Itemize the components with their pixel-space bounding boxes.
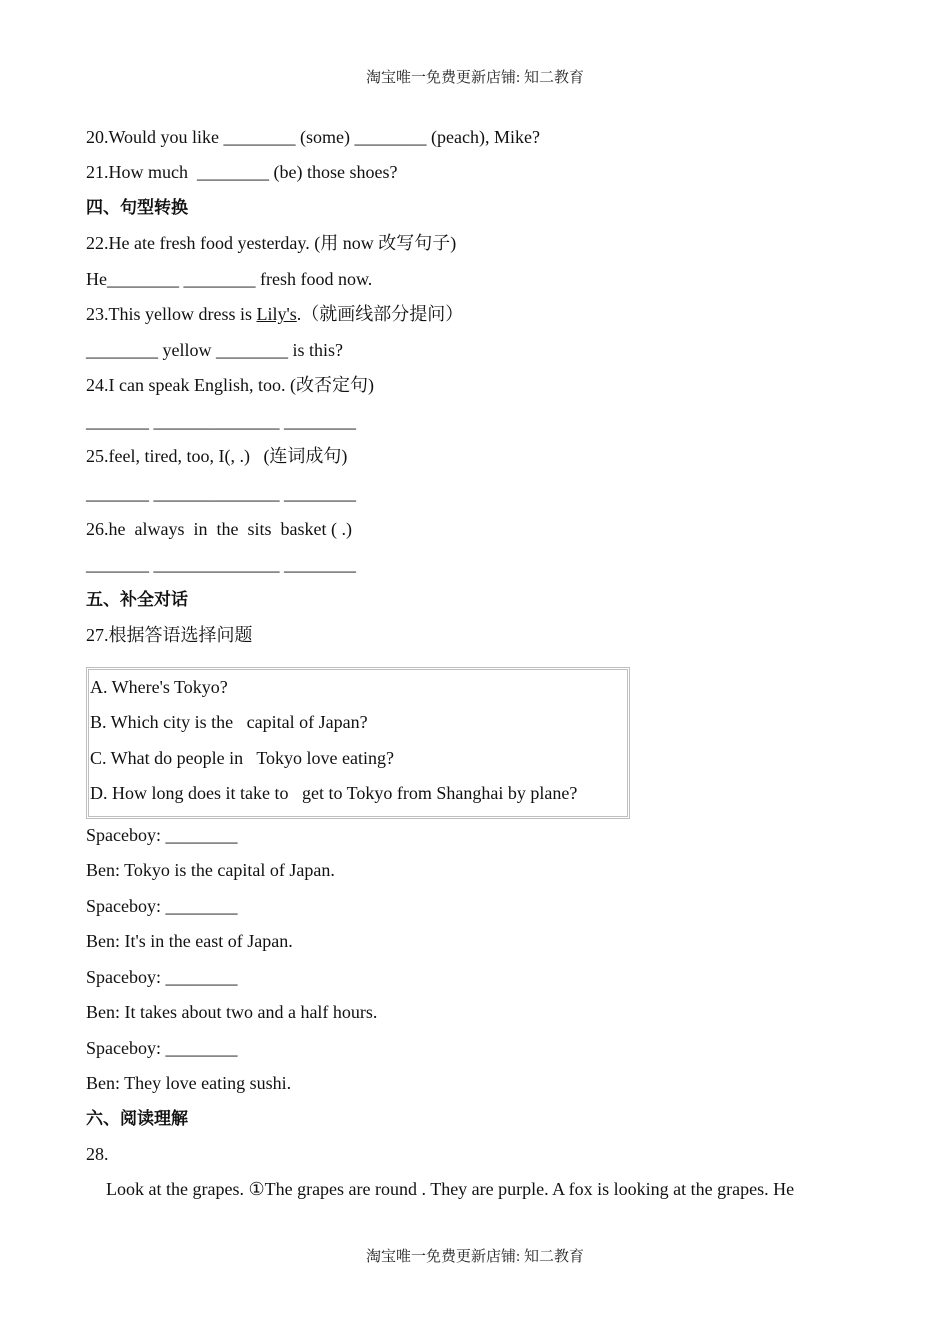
question-25: 25.feel, tired, too, I(, .) (连词成句) [86, 446, 348, 466]
question-20: 20.Would you like ________ (some) ________ (peach), Mike? [86, 127, 540, 147]
section-heading-5: 五、补全对话 [86, 590, 188, 610]
question-22: 22.He ate fresh food yesterday. (用 now 改写句子) [86, 233, 457, 253]
question-26-answer: _______ ______________ ________ [86, 554, 356, 574]
option-b: B. Which city is the capital of Japan? [90, 712, 368, 732]
reading-passage: Look at the grapes. ①The grapes are round . They are purple. A fox is looking at the grapes. He [106, 1179, 795, 1199]
section-heading-6: 六、阅读理解 [86, 1109, 188, 1129]
dialogue-line: Spaceboy: ________ [86, 825, 238, 845]
question-22-answer: He________ ________ fresh food now. [86, 269, 373, 289]
option-c: C. What do people in Tokyo love eating? [90, 748, 395, 768]
question-23 [86, 303, 463, 325]
question-27: 27.根据答语选择问题 [86, 625, 253, 645]
question-23-underlined: Lily's [256, 304, 297, 324]
question-24: 24.I can speak English, too. (改否定句) [86, 375, 374, 395]
question-21: 21.How much ________ (be) those shoes? [86, 162, 398, 182]
page-header: 淘宝唯一免费更新店铺: 知二教育 [366, 70, 584, 86]
question-23-suffix: .（就画线部分提问） [296, 304, 464, 324]
question-24-answer: _______ ______________ ________ [86, 411, 356, 431]
option-d: D. How long does it take to get to Tokyo from Shanghai by plane? [90, 783, 578, 803]
page-footer: 淘宝唯一免费更新店铺: 知二教育 [366, 1249, 584, 1265]
question-25-answer: _______ ______________ ________ [86, 483, 356, 503]
options-box [86, 667, 630, 819]
question-23-answer: ________ yellow ________ is this? [86, 340, 343, 360]
question-26: 26.he always in the sits basket ( .) [86, 519, 352, 539]
dialogue-line: Spaceboy: ________ [86, 1038, 238, 1058]
section-heading-4: 四、句型转换 [86, 198, 188, 218]
question-23-prefix: 23.This yellow dress is [86, 304, 257, 324]
dialogue-line: Ben: It takes about two and a half hours. [86, 1002, 378, 1022]
option-a: A. Where's Tokyo? [90, 677, 228, 697]
dialogue-line: Spaceboy: ________ [86, 967, 238, 987]
dialogue-line: Ben: Tokyo is the capital of Japan. [86, 860, 335, 880]
question-28: 28. [86, 1144, 109, 1164]
dialogue-line: Spaceboy: ________ [86, 896, 238, 916]
dialogue-line: Ben: It's in the east of Japan. [86, 931, 293, 951]
dialogue-line: Ben: They love eating sushi. [86, 1073, 292, 1093]
